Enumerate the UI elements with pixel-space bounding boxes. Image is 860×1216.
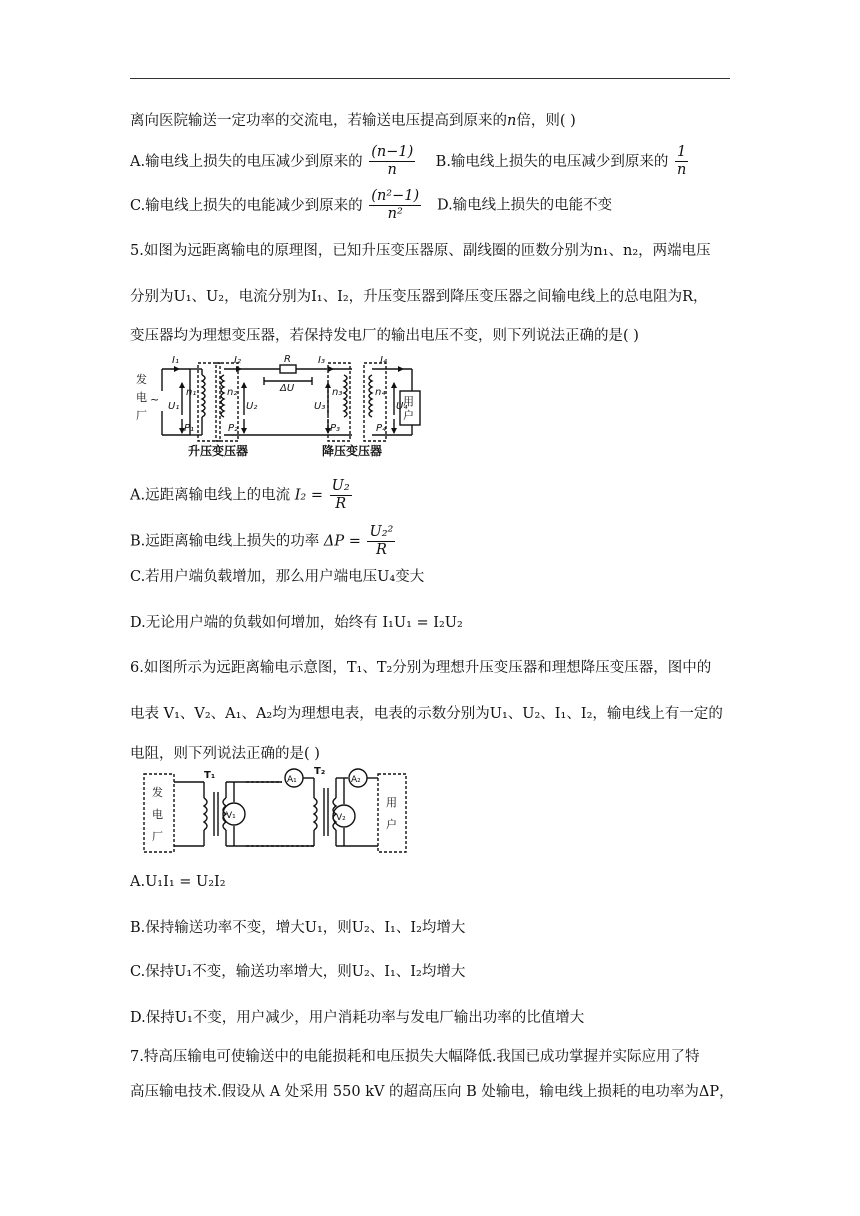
svg-text:用: 用 (386, 796, 397, 809)
svg-text:升压变压器: 升压变压器 (188, 444, 249, 458)
svg-text:I₂: I₂ (234, 355, 241, 366)
q4-options-cd (130, 188, 612, 223)
svg-text:厂: 厂 (152, 830, 163, 843)
svg-text:用: 用 (403, 395, 414, 408)
q5-option-a[interactable]: A.远距离输电线上的电流 I₂ = $\frac{\text{U₂}}{R}$ (130, 478, 350, 512)
svg-text:V₁: V₁ (226, 811, 236, 821)
q5-stem-line1: 5.如图为远距离输电的原理图，已知升压变压器原、副线圈的匝数分别为n₁、n₂，两端电压 (130, 243, 711, 259)
q5-option-b-fraction: $\frac{\text{U₂²}}{R}$ (369, 524, 394, 558)
q6-option-b[interactable]: B.保持输送功率不变，增大U₁，则U₂、I₁、I₂均增大 (130, 920, 466, 936)
header-rule (130, 78, 730, 79)
svg-text:电: 电 (152, 808, 163, 821)
q5-stem-line2: 分别为U₁、U₂，电流分别为I₁、I₂，升压变压器到降压变压器之间输电线上的总电阻为R， (130, 289, 708, 305)
q4-options-ab (130, 144, 690, 179)
q4-option-c-fraction: $\frac{\text{(n²−1)}}{\text{n²}}$ (371, 188, 420, 222)
q6-option-a[interactable]: A.U₁I₁ = U₂I₂ (130, 874, 226, 890)
svg-text:P₃: P₃ (330, 423, 341, 434)
q7-stem-line2: 高压输电技术.假设从 A 处采用 550 kV 的超高压向 B 处输电，输电线上损耗的电功率为ΔP， (130, 1084, 734, 1100)
svg-text:I₁: I₁ (172, 355, 179, 366)
q4-option-a-fraction: $\frac{(n-1)}{n}$ (371, 144, 414, 178)
svg-text:发: 发 (152, 786, 163, 799)
q4-option-d[interactable]: D.输电线上损失的电能不变 (436, 197, 613, 214)
svg-text:I₄: I₄ (380, 355, 387, 366)
svg-text:V₂: V₂ (336, 813, 346, 823)
svg-text:n₄: n₄ (375, 387, 386, 398)
q5-option-a-fraction: $\frac{\text{U₂}}{R}$ (331, 478, 350, 512)
svg-text:U₄: U₄ (396, 401, 408, 412)
svg-text:n₁: n₁ (186, 387, 197, 398)
q4-option-c[interactable]: C.输电线上损失的电能减少到原来的 $\frac{\text{(n²−1)}}{\text{n²}}$ (130, 188, 420, 222)
svg-text:厂: 厂 (136, 409, 147, 422)
svg-text:降压变压器: 降压变压器 (322, 444, 383, 458)
svg-text:户: 户 (403, 409, 414, 422)
svg-text:电: 电 (136, 391, 147, 404)
q5-stem-line3: 变压器均为理想变压器，若保持发电厂的输出电压不变，则下列说法正确的是( ) (130, 328, 639, 344)
svg-text:n₂: n₂ (227, 387, 238, 398)
svg-text:n₃: n₃ (332, 387, 343, 398)
q4-stem: 离向医院输送一定功率的交流电，若输送电压提高到原来的n倍，则( ) (130, 113, 576, 129)
q6-stem-line2: 电表 V₁、V₂、A₁、A₂均为理想电表，电表的示数分别为U₁、U₂、I₁、I₂，输电线上有一定的 (130, 706, 723, 722)
svg-text:T₁: T₁ (204, 770, 216, 781)
q5-option-b[interactable]: B.远距离输电线上损失的功率 ΔP = $\frac{\text{U₂²}}{R}$ (130, 524, 394, 558)
svg-text:A₂: A₂ (351, 775, 361, 785)
svg-text:~: ~ (150, 393, 160, 406)
svg-text:I₃: I₃ (318, 355, 325, 366)
q5-circuit-diagram (132, 353, 422, 461)
q6-option-d[interactable]: D.保持U₁不变，用户减少，用户消耗功率与发电厂输出功率的比值增大 (130, 1010, 585, 1026)
svg-text:ΔU: ΔU (280, 383, 295, 394)
q4-option-a[interactable]: A.输电线上损失的电压减少到原来的 $\frac{(n-1)}{n}$ (130, 144, 414, 178)
svg-text:发: 发 (136, 373, 147, 386)
svg-text:A₁: A₁ (287, 775, 297, 785)
svg-text:U₂: U₂ (246, 401, 258, 412)
q6-option-c[interactable]: C.保持U₁不变，输送功率增大，则U₂、I₁、I₂均增大 (130, 964, 466, 980)
svg-text:T₂: T₂ (314, 766, 326, 777)
svg-text:户: 户 (386, 818, 397, 831)
svg-text:R: R (284, 354, 291, 365)
q6-circuit-diagram (140, 766, 410, 858)
svg-text:P₂: P₂ (228, 423, 239, 434)
q6-stem-line3: 电阻，则下列说法正确的是( ) (130, 746, 320, 762)
svg-text:P₁: P₁ (184, 423, 195, 434)
svg-text:U₁: U₁ (168, 401, 180, 412)
q6-stem-line1: 6.如图所示为远距离输电示意图，T₁、T₂分别为理想升压变压器和理想降压变压器，图中的 (130, 660, 712, 676)
q5-option-d[interactable]: D.无论用户端的负载如何增加，始终有 I₁U₁ = I₂U₂ (130, 615, 463, 631)
q7-stem-line1: 7.特高压输电可使输送中的电能损耗和电压损失大幅降低.我国已成功掌握并实际应用了特 (130, 1049, 700, 1065)
q4-option-b[interactable]: B.输电线上损失的电压减少到原来的 $\frac{1}{n}$ (435, 144, 687, 178)
svg-text:P₄: P₄ (376, 423, 387, 434)
svg-text:U₃: U₃ (314, 401, 326, 412)
q4-option-b-fraction: $\frac{1}{n}$ (676, 144, 687, 178)
q5-option-c[interactable]: C.若用户端负载增加，那么用户端电压U₄变大 (130, 569, 425, 585)
